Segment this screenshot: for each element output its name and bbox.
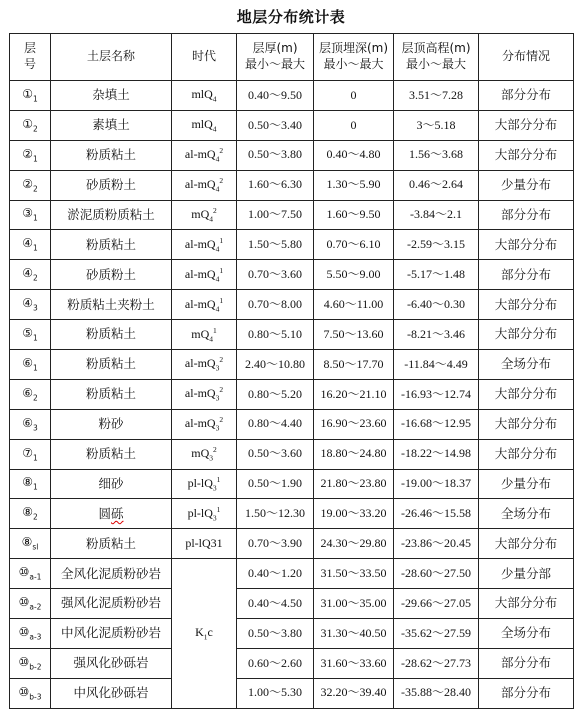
table-row [10, 559, 574, 589]
thickness: 1.00～5.30 [237, 678, 314, 708]
soil-name: 强风化泥质粉砂岩 [51, 589, 172, 619]
thickness: 0.50～3.40 [237, 110, 314, 140]
top-depth: 32.20～39.40 [314, 678, 394, 708]
top-depth: 21.80～23.80 [314, 469, 394, 499]
layer-code: $⑥_2$ [10, 379, 51, 409]
age-sup: 1 [219, 295, 224, 305]
header-distribution: 分布情况 [479, 34, 574, 81]
top-elevation: -5.17～1.48 [394, 260, 479, 290]
geologic-age: $mQ_4^1$ [172, 320, 237, 350]
distribution: 全场分布 [479, 499, 574, 529]
layer-code: $⑤_1$ [10, 320, 51, 350]
table-row [10, 619, 574, 649]
layer-code: $②_1$ [10, 140, 51, 170]
soil-name: 粉质粘土夹粉土 [51, 290, 172, 320]
geologic-age: $al-mQ_3^2$ [172, 350, 237, 380]
age-sup: 2 [219, 415, 224, 425]
layer-code-sub: 2 [32, 512, 38, 522]
layer-code: $⑦_1$ [10, 439, 51, 469]
distribution: 大部分分布 [479, 409, 574, 439]
top-depth: 16.90～23.60 [314, 409, 394, 439]
top-elevation: 3～5.18 [394, 110, 479, 140]
distribution: 大部分分布 [479, 529, 574, 559]
soil-name: 圆砾 [51, 499, 172, 529]
strata-table [9, 33, 574, 709]
soil-name: 粉质粘土 [51, 140, 172, 170]
geologic-age: $mQ_4^2$ [172, 200, 237, 230]
top-elevation: -11.84～4.49 [394, 350, 479, 380]
distribution: 部分分布 [479, 648, 574, 678]
layer-code: $⑥_3$ [10, 409, 51, 439]
layer-code: $④_1$ [10, 230, 51, 260]
header-thickness: 层厚(m) 最小～最大 [237, 34, 314, 81]
thickness: 0.50～3.60 [237, 439, 314, 469]
top-depth: 0 [314, 110, 394, 140]
table-row [10, 110, 574, 140]
table-row [10, 648, 574, 678]
table-row [10, 529, 574, 559]
layer-code-sub: 2 [32, 183, 38, 193]
header-age: 时代 [172, 34, 237, 81]
layer-code: $⑥_1$ [10, 350, 51, 380]
layer-code: $⑧_{sl}$ [10, 529, 51, 559]
top-depth: 16.20～21.10 [314, 379, 394, 409]
layer-code: $①_1$ [10, 81, 51, 111]
header-top-elevation: 层顶高程(m) 最小～最大 [394, 34, 479, 81]
layer-code-sub: 3 [32, 423, 38, 433]
top-depth: 18.80～24.80 [314, 439, 394, 469]
age-sub: 3 [215, 423, 220, 433]
top-depth: 19.00～33.20 [314, 499, 394, 529]
layer-code-sub: b-3 [29, 692, 42, 702]
layer-code-sub: 1 [32, 94, 38, 104]
soil-name: 中风化泥质粉砂岩 [51, 619, 172, 649]
table-row [10, 409, 574, 439]
thickness: 1.50～5.80 [237, 230, 314, 260]
age-sup: 2 [219, 176, 224, 186]
header-row [10, 34, 574, 81]
age-sup: 2 [213, 445, 217, 455]
distribution: 少量分布 [479, 469, 574, 499]
soil-name: 砂质粉土 [51, 260, 172, 290]
age-sub: 3 [215, 393, 220, 403]
thickness: 0.40～4.50 [237, 589, 314, 619]
table-row [10, 350, 574, 380]
table-row [10, 439, 574, 469]
soil-name: 淤泥质粉质粘土 [51, 200, 172, 230]
distribution: 部分分布 [479, 200, 574, 230]
age-sup: 1 [219, 265, 224, 275]
layer-code-sub: 1 [32, 154, 38, 164]
soil-name: 全风化泥质粉砂岩 [51, 559, 172, 589]
age-sub: 4 [209, 214, 213, 224]
top-depth: 0.40～4.80 [314, 140, 394, 170]
table-row [10, 140, 574, 170]
layer-code-sub: sl [32, 542, 39, 552]
soil-name: 粉质粘土 [51, 320, 172, 350]
age-sub: 4 [215, 184, 220, 194]
age-sup: 2 [219, 385, 224, 395]
top-depth: 5.50～9.00 [314, 260, 394, 290]
top-elevation: -18.22～14.98 [394, 439, 479, 469]
distribution: 大部分分布 [479, 589, 574, 619]
header-layer-no: 层 号 [10, 34, 51, 81]
soil-name: 粉质粘土 [51, 439, 172, 469]
distribution: 全场分布 [479, 350, 574, 380]
layer-code-sub: a-1 [29, 572, 42, 582]
top-depth: 31.30～40.50 [314, 619, 394, 649]
layer-code: $⑩_{a-2}$ [10, 589, 51, 619]
distribution: 大部分分布 [479, 320, 574, 350]
table-row [10, 589, 574, 619]
thickness: 0.70～8.00 [237, 290, 314, 320]
top-depth: 8.50～17.70 [314, 350, 394, 380]
layer-code: $①_2$ [10, 110, 51, 140]
layer-code-sub: 2 [32, 393, 38, 403]
layer-code: $⑩_{a-1}$ [10, 559, 51, 589]
thickness: 0.80～5.20 [237, 379, 314, 409]
top-depth: 1.60～9.50 [314, 200, 394, 230]
layer-code: $⑩_{b-3}$ [10, 678, 51, 708]
soil-name: 细砂 [51, 469, 172, 499]
thickness: 1.60～6.30 [237, 170, 314, 200]
age-sub: 4 [212, 124, 217, 134]
geologic-age: $al-mQ_4^1$ [172, 260, 237, 290]
top-depth: 31.50～33.50 [314, 559, 394, 589]
soil-name: 中风化砂砾岩 [51, 678, 172, 708]
geologic-age: $al-mQ_3^2$ [172, 379, 237, 409]
top-elevation: 1.56～3.68 [394, 140, 479, 170]
table-row [10, 230, 574, 260]
top-elevation: -35.62～27.59 [394, 619, 479, 649]
distribution: 大部分分布 [479, 439, 574, 469]
thickness: 0.80～4.40 [237, 409, 314, 439]
table-row [10, 290, 574, 320]
layer-code-sub: a-2 [29, 602, 42, 612]
thickness: 0.40～9.50 [237, 81, 314, 111]
age-sub: 3 [215, 363, 220, 373]
soil-name: 素填土 [51, 110, 172, 140]
table-title: 地层分布统计表 [236, 8, 346, 26]
age-sub: 3 [212, 483, 217, 493]
distribution: 部分分布 [479, 260, 574, 290]
age-sup: 1 [216, 474, 221, 484]
layer-code-sub: 1 [32, 452, 38, 462]
table-row [10, 81, 574, 111]
soil-name: 粉质粘土 [51, 230, 172, 260]
distribution: 大部分分布 [479, 290, 574, 320]
distribution: 少量分布 [479, 170, 574, 200]
thickness: 0.70～3.60 [237, 260, 314, 290]
top-depth: 24.30～29.80 [314, 529, 394, 559]
top-elevation: -2.59～3.15 [394, 230, 479, 260]
top-elevation: -26.46～15.58 [394, 499, 479, 529]
distribution: 部分分布 [479, 81, 574, 111]
geologic-age: mlQ$_4$ [172, 110, 237, 140]
top-elevation: -28.60～27.50 [394, 559, 479, 589]
layer-code: $⑧_1$ [10, 469, 51, 499]
table-row [10, 260, 574, 290]
layer-code-sub: 1 [32, 243, 38, 253]
age-sup: 1 [213, 325, 217, 335]
thickness: 0.70～3.90 [237, 529, 314, 559]
age-sub: 4 [209, 333, 213, 343]
distribution: 大部分分布 [479, 379, 574, 409]
top-depth: 7.50～13.60 [314, 320, 394, 350]
geologic-age: $al-mQ_4^1$ [172, 230, 237, 260]
table-row [10, 678, 574, 708]
header-soil-name: 土层名称 [51, 34, 172, 81]
soil-name: 粉砂 [51, 409, 172, 439]
header-top-depth: 层顶埋深(m) 最小～最大 [314, 34, 394, 81]
table-body [10, 81, 574, 709]
geologic-age: $al-mQ_3^2$ [172, 409, 237, 439]
thickness: 1.00～7.50 [237, 200, 314, 230]
table-row [10, 499, 574, 529]
thickness: 0.50～1.90 [237, 469, 314, 499]
top-elevation: -19.00～18.37 [394, 469, 479, 499]
top-elevation: -35.88～28.40 [394, 678, 479, 708]
layer-code-sub: 1 [32, 213, 38, 223]
top-elevation: 3.51～7.28 [394, 81, 479, 111]
table-row [10, 170, 574, 200]
age-sup: 2 [219, 146, 224, 156]
age-sub: 4 [212, 94, 217, 104]
top-elevation: -16.93～12.74 [394, 379, 479, 409]
age-sub: 4 [215, 304, 220, 313]
layer-code-sub: 2 [32, 124, 38, 134]
age-sub: 4 [215, 274, 220, 284]
age-sub: 4 [215, 244, 220, 254]
top-elevation: 0.46～2.64 [394, 170, 479, 200]
layer-code: $④_2$ [10, 260, 51, 290]
top-elevation: -23.86～20.45 [394, 529, 479, 559]
geologic-age: pl-lQ31 [172, 529, 237, 559]
age-sub: 4 [215, 154, 220, 164]
layer-code-sub: 1 [32, 333, 38, 343]
top-depth: 31.00～35.00 [314, 589, 394, 619]
geologic-age: $al-mQ_4^1$ [172, 290, 237, 320]
top-depth: 4.60～11.00 [314, 290, 394, 320]
thickness: 2.40～10.80 [237, 350, 314, 380]
layer-code: $③_1$ [10, 200, 51, 230]
distribution: 部分分布 [479, 678, 574, 708]
layer-code: $⑩_{b-2}$ [10, 648, 51, 678]
top-elevation: -28.62～27.73 [394, 648, 479, 678]
layer-code: $④_3$ [10, 290, 51, 320]
top-depth: 0.70～6.10 [314, 230, 394, 260]
top-elevation: -8.21～3.46 [394, 320, 479, 350]
top-depth: 31.60～33.60 [314, 648, 394, 678]
geologic-age: $mQ_3^2$ [172, 439, 237, 469]
layer-code-sub: 1 [32, 482, 38, 492]
top-elevation: -3.84～2.1 [394, 200, 479, 230]
age-sup: 2 [219, 355, 224, 365]
age-sup: 2 [213, 205, 217, 215]
soil-name: 粉质粘土 [51, 379, 172, 409]
table-row [10, 320, 574, 350]
distribution: 大部分分布 [479, 230, 574, 260]
distribution: 大部分分布 [479, 140, 574, 170]
top-elevation: -6.40～0.30 [394, 290, 479, 320]
spellcheck-mark: 砾 [111, 505, 124, 521]
geologic-age: $pl-lQ_3^1$ [172, 469, 237, 499]
geologic-age: mlQ$_4$ [172, 81, 237, 111]
table-row [10, 379, 574, 409]
layer-code-sub: a-3 [29, 632, 42, 642]
geologic-age: $pl-lQ_3^1$ [172, 499, 237, 529]
top-elevation: -16.68～12.95 [394, 409, 479, 439]
layer-code-sub: b-2 [29, 662, 42, 672]
layer-code-sub: 2 [32, 273, 38, 283]
thickness: 0.50～3.80 [237, 140, 314, 170]
top-elevation: -29.66～27.05 [394, 589, 479, 619]
geologic-age: $al-mQ_4^2$ [172, 170, 237, 200]
layer-code: $②_2$ [10, 170, 51, 200]
layer-code-sub: 3 [32, 303, 38, 313]
layer-code-sub: 1 [32, 363, 38, 373]
soil-name: 砂质粉土 [51, 170, 172, 200]
thickness: 0.50～3.80 [237, 619, 314, 649]
top-depth: 0 [314, 81, 394, 111]
top-depth: 1.30～5.90 [314, 170, 394, 200]
soil-name: 强风化砂砾岩 [51, 648, 172, 678]
layer-code: $⑩_{a-3}$ [10, 619, 51, 649]
thickness: 0.80～5.10 [237, 320, 314, 350]
thickness: 0.40～1.20 [237, 559, 314, 589]
soil-name: 粉质粘土 [51, 350, 172, 380]
distribution: 少量分部 [479, 559, 574, 589]
layer-code: $⑧_2$ [10, 499, 51, 529]
thickness: 1.50～12.30 [237, 499, 314, 529]
distribution: 全场分布 [479, 619, 574, 649]
age-sub: 3 [212, 513, 217, 523]
table-row [10, 469, 574, 499]
age-sub: 3 [209, 453, 213, 463]
age-sup: 1 [216, 504, 221, 514]
geologic-age-bedrock: $K_1c$ [172, 559, 237, 708]
soil-name: 杂填土 [51, 81, 172, 111]
distribution: 大部分分布 [479, 110, 574, 140]
geologic-age: $al-mQ_4^2$ [172, 140, 237, 170]
soil-name: 粉质粘土 [51, 529, 172, 559]
table-row [10, 200, 574, 230]
age-sup: 1 [219, 235, 224, 245]
age-sub: 1 [203, 632, 208, 642]
thickness: 0.60～2.60 [237, 648, 314, 678]
